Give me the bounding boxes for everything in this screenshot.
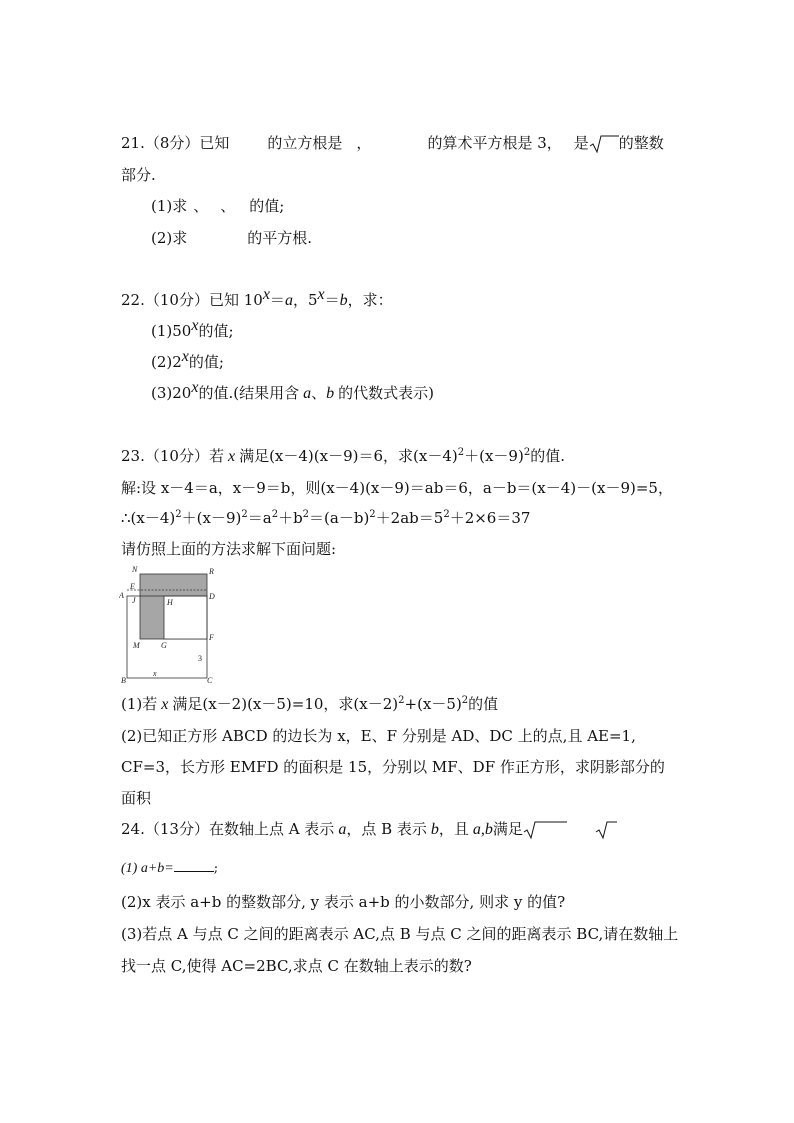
label-C: C	[207, 676, 213, 683]
q23-exponent: 2	[461, 695, 469, 706]
q24-text: ，且	[438, 820, 469, 838]
q23-text: 满足(x－4)(x－9)＝6，求(x－4)	[239, 447, 458, 465]
geometry-figure	[119, 565, 229, 683]
label-A: A	[119, 591, 124, 600]
q23-sol-text: ＋b	[278, 509, 303, 527]
q21-text: 的整数	[618, 134, 664, 152]
label-3: 3	[198, 654, 202, 663]
q21-part2-text: 的平方根.	[247, 229, 313, 247]
q23-sol-text: ＋2ab＝5	[375, 509, 444, 527]
q22-part-text: (3)20	[151, 384, 192, 402]
label-x: x	[153, 669, 157, 678]
label-E: E	[130, 582, 135, 591]
q21-text: 21.（8分）已知	[121, 134, 230, 152]
q23-imitate-instruction: 请仿照上面的方法求解下面问题:	[121, 540, 337, 558]
q23-exponent: 2	[302, 509, 310, 520]
q22-exponent: x	[317, 286, 325, 303]
q22-exponent: x	[181, 348, 189, 365]
sqrt-symbol-icon	[523, 820, 567, 840]
q22-text: ＝	[324, 291, 340, 309]
q23-solution-line1: 解:设 x－4＝a，x－9＝b，则(x－4)(x－9)＝ab＝6，a－b＝(x－4)－(x－9)=5，	[121, 479, 673, 497]
q23-part1-text: +(x－5)	[404, 695, 462, 713]
q23-sol-text: ＝(a－b)	[309, 509, 370, 527]
q21-part1-text: (1)求	[151, 197, 188, 215]
q23-heading	[121, 446, 565, 467]
q24-text: ，点 B 表示	[346, 820, 427, 838]
q23-sol-text: ＝a	[247, 509, 272, 527]
q21-part2	[151, 228, 312, 248]
q24-part3-line2: 找一点 C,使得 AC=2BC,求点 C 在数轴上表示的数?	[121, 957, 472, 975]
q24-part1-text: ;	[213, 861, 219, 876]
q22-var-b: b	[339, 292, 348, 309]
q23-solution-line2	[121, 508, 530, 528]
q23-exponent: 2	[443, 509, 450, 520]
q22-part-text: 的代数式表示)	[338, 384, 434, 402]
q23-sol-text: ∴(x－4)	[121, 509, 176, 527]
q23-text: 的值.	[530, 447, 565, 465]
shaded-left-rect	[140, 596, 164, 639]
q23-var-x: x	[227, 448, 236, 465]
label-G: G	[161, 641, 167, 650]
q21-text: 的立方根是	[267, 134, 343, 152]
q22-text: ＝	[269, 291, 285, 309]
q22-text: 22.（10分）已知 10	[121, 291, 263, 309]
q21-part2-text: (2)求	[151, 229, 188, 247]
q22-part-text: (2)2	[151, 353, 182, 371]
q23-part2-line3: 面积	[121, 789, 152, 807]
q23-exponent: 2	[457, 447, 465, 458]
q21-text: 的算术平方根是 3，	[427, 134, 562, 152]
q23-exponent: 2	[175, 509, 182, 520]
q22-part-text: 的值.(结果用含	[198, 384, 300, 402]
q23-exponent: 2	[369, 509, 376, 520]
q23-part1-text: (1)若	[121, 695, 158, 713]
q21-part1	[151, 196, 284, 216]
q23-exponent: 2	[241, 509, 248, 520]
label-J: J	[132, 596, 136, 605]
q24-part1	[121, 857, 218, 879]
label-R: R	[209, 567, 214, 576]
q24-var-ab: a,b	[472, 821, 493, 838]
q21-part1-text: 、	[193, 197, 209, 215]
q21-text: 是	[573, 134, 589, 152]
q22-var-a: a	[284, 292, 293, 309]
q22-part2	[151, 348, 224, 372]
q23-text: 23.（10分）若	[121, 447, 224, 465]
q22-var-b: b	[326, 385, 335, 402]
q22-part-text: 的值;	[188, 353, 224, 371]
q23-part1	[121, 694, 498, 715]
answer-blank	[174, 857, 214, 872]
q23-sol-text: ＋(x－9)	[181, 509, 242, 527]
sqrt-symbol-icon	[589, 134, 619, 154]
q22-part3	[151, 379, 434, 404]
q21-line2: 部分.	[121, 166, 156, 184]
q23-exponent: 2	[523, 447, 531, 458]
q24-text: 满足	[492, 820, 523, 838]
q22-heading	[121, 286, 393, 311]
shaded-top-rect	[140, 574, 207, 596]
q24-heading	[121, 819, 617, 840]
label-F: F	[209, 633, 214, 642]
q23-text: ＋(x－9)	[464, 447, 524, 465]
q21-line1	[121, 133, 664, 154]
q24-part2: (2)x 表示 a+b 的整数部分, y 表示 a+b 的小数部分, 则求 y 的值?	[121, 893, 566, 911]
q23-part2-line2: CF=3，长方形 EMFD 的面积是 15，分别以 MF、DF 作正方形，求阴影部分的	[121, 758, 665, 776]
q23-part1-text: 的值	[468, 695, 499, 713]
q22-exponent: x	[262, 286, 270, 303]
q23-part2-line1: (2)已知正方形 ABCD 的边长为 x，E、F 分别是 AD、DC 上的点,且 AE=1,	[121, 727, 636, 745]
q21-text: ，	[356, 134, 372, 152]
q23-sol-text: ＋2×6＝37	[449, 509, 531, 527]
q24-part1-text: (1) a+b=	[121, 861, 174, 876]
q22-part1	[151, 317, 234, 341]
q24-var-b: b	[430, 821, 439, 838]
q22-text: ，5	[292, 291, 318, 309]
label-B: B	[121, 676, 126, 683]
q21-part1-text: 、	[220, 197, 236, 215]
q21-part1-text: 的值;	[249, 197, 285, 215]
q22-text: ，求：	[347, 291, 393, 309]
label-D: D	[209, 592, 215, 601]
q22-exponent: x	[191, 317, 199, 334]
q24-text: 24.（13分）在数轴上点 A 表示	[121, 820, 335, 838]
q23-exponent: 2	[271, 509, 279, 520]
label-H: H	[167, 598, 173, 607]
q22-var-a: a	[303, 385, 312, 402]
q24-part3-line1: (3)若点 A 与点 C 之间的距离表示 AC,点 B 与点 C 之间的距离表示 BC,请在数轴上	[121, 925, 679, 943]
q24-var-a: a	[338, 821, 347, 838]
label-N: N	[132, 565, 138, 574]
q22-part-text: 的值;	[198, 322, 234, 340]
q22-part-text: (1)50	[151, 322, 192, 340]
q23-var-x: x	[161, 696, 169, 713]
q22-part-text: 、	[311, 384, 327, 402]
q22-exponent: x	[191, 379, 199, 396]
sqrt-symbol-icon	[595, 820, 617, 840]
label-M: M	[133, 641, 140, 650]
q23-exponent: 2	[398, 695, 405, 706]
q23-part1-text: 满足(x－2)(x－5)=10，求(x－2)	[172, 695, 399, 713]
